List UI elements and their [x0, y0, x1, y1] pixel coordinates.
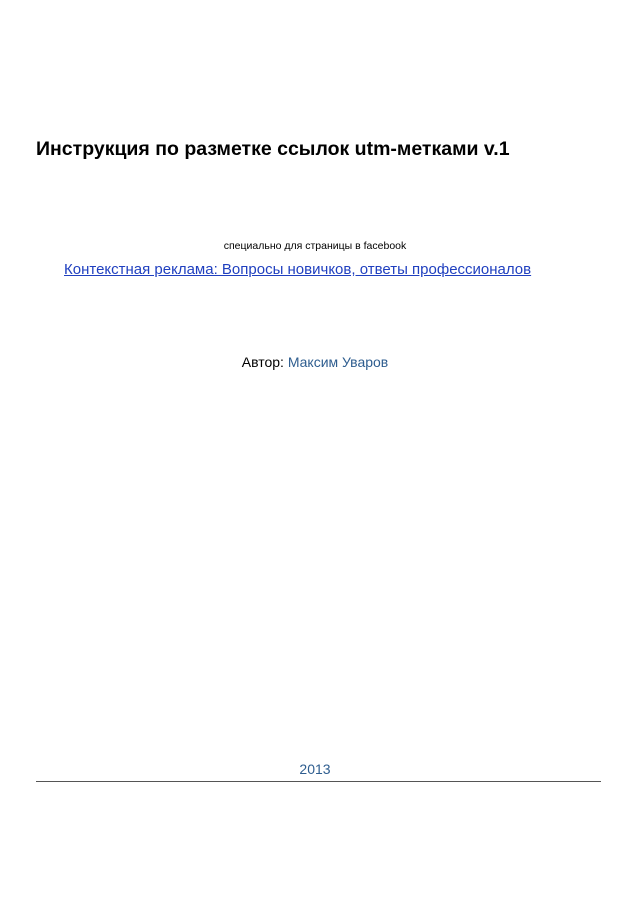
author-line [0, 354, 634, 370]
author-label: Автор: [241, 354, 284, 370]
facebook-page-link[interactable]: Контекстная реклама: Вопросы новичков, ответы профессионалов [64, 261, 532, 278]
document-title: Инструкция по разметке ссылок utm-метками v.1 [36, 138, 510, 160]
document-subtitle: специально для страницы в facebook [223, 240, 407, 252]
author-name: Максим Уваров [287, 354, 389, 370]
document-year: 2013 [299, 761, 331, 777]
footer-divider [36, 781, 601, 782]
